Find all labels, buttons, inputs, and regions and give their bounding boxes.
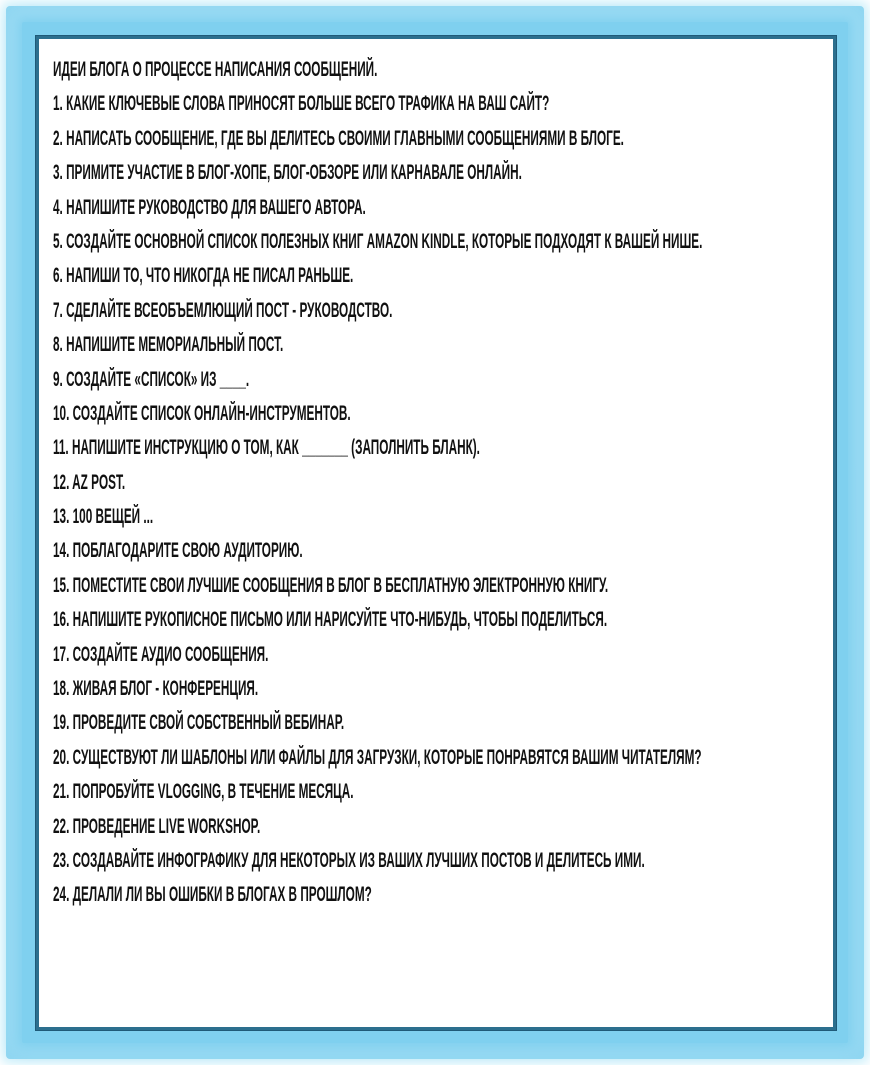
list-item-18: 18. ЖИВАЯ БЛОГ - КОНФЕРЕНЦИЯ.	[53, 677, 259, 701]
list-item-8: 8. НАПИШИТЕ МЕМОРИАЛЬНЫЙ ПОСТ.	[53, 333, 284, 357]
list-item-17: 17. СОЗДАЙТЕ АУДИО СООБЩЕНИЯ.	[53, 642, 269, 666]
list-item-21: 21. ПОПРОБУЙТЕ VLOGGING, В ТЕЧЕНИЕ МЕСЯЦА.	[53, 780, 354, 804]
list-item-12: 12. AZ POST.	[53, 470, 126, 494]
list-item-20: 20. СУЩЕСТВУЮТ ЛИ ШАБЛОНЫ ИЛИ ФАЙЛЫ ДЛЯ ЗАГРУЗКИ, КОТОРЫЕ ПОНРАВЯТСЯ ВАШИМ ЧИТАТЕЛЯМ?	[53, 745, 702, 769]
list-item-19: 19. ПРОВЕДИТЕ СВОЙ СОБСТВЕННЫЙ ВЕБИНАР.	[53, 711, 345, 735]
list-item-15: 15. ПОМЕСТИТЕ СВОИ ЛУЧШИЕ СООБЩЕНИЯ В БЛОГ В БЕСПЛАТНУЮ ЭЛЕКТРОННУЮ КНИГУ.	[53, 573, 609, 597]
list-item-4: 4. НАПИШИТЕ РУКОВОДСТВО ДЛЯ ВАШЕГО АВТОРА.	[53, 195, 366, 219]
list-item-3: 3. ПРИМИТЕ УЧАСТИЕ В БЛОГ-ХОПЕ, БЛОГ-ОБЗОРЕ ИЛИ КАРНАВАЛЕ ОНЛАЙН.	[53, 161, 522, 185]
list-item-2: 2. НАПИСАТЬ СООБЩЕНИЕ, ГДЕ ВЫ ДЕЛИТЕСЬ СВОИМИ ГЛАВНЫМИ СООБЩЕНИЯМИ В БЛОГЕ.	[53, 126, 624, 150]
list-item-23: 23. СОЗДАВАЙТЕ ИНФОГРАФИКУ ДЛЯ НЕКОТОРЫХ ИЗ ВАШИХ ЛУЧШИХ ПОСТОВ И ДЕЛИТЕСЬ ИМИ.	[53, 848, 645, 872]
list-item-14: 14. ПОБЛАГОДАРИТЕ СВОЮ АУДИТОРИЮ.	[53, 539, 303, 563]
document-card	[36, 36, 836, 1030]
list-item-9: 9. СОЗДАЙТЕ «СПИСОК» ИЗ ____.	[53, 367, 250, 391]
list-item-22: 22. ПРОВЕДЕНИЕ LIVE WORKSHOP.	[53, 814, 261, 838]
list-item-10: 10. СОЗДАЙТЕ СПИСОК ОНЛАЙН-ИНСТРУМЕНТОВ.	[53, 401, 351, 425]
list-item-7: 7. СДЕЛАЙТЕ ВСЕОБЪЕМЛЮЩИЙ ПОСТ - РУКОВОДСТВО.	[53, 298, 393, 322]
list-item-16: 16. НАПИШИТЕ РУКОПИСНОЕ ПИСЬМО ИЛИ НАРИСУЙТЕ ЧТО-НИБУДЬ, ЧТОБЫ ПОДЕЛИТЬСЯ.	[53, 608, 608, 632]
list-item-11: 11. НАПИШИТЕ ИНСТРУКЦИЮ О ТОМ, КАК _______ (ЗАПОЛНИТЬ БЛАНК).	[53, 436, 480, 460]
list-item-13: 13. 100 ВЕЩЕЙ ...	[53, 505, 154, 529]
list-item-1: 1. КАКИЕ КЛЮЧЕВЫЕ СЛОВА ПРИНОСЯТ БОЛЬШЕ ВСЕГО ТРАФИКА НА ВАШ САЙТ?	[53, 92, 550, 116]
list-item-6: 6. НАПИШИ ТО, ЧТО НИКОГДА НЕ ПИСАЛ РАНЬШЕ.	[53, 264, 354, 288]
document-title: ИДЕИ БЛОГА О ПРОЦЕССЕ НАПИСАНИЯ СООБЩЕНИЙ.	[53, 58, 378, 81]
list-item-5: 5. СОЗДАЙТЕ ОСНОВНОЙ СПИСОК ПОЛЕЗНЫХ КНИГ AMAZON KINDLE, КОТОРЫЕ ПОДХОДЯТ К ВАШЕЙ НИШЕ.	[53, 229, 703, 253]
list-item-24: 24. ДЕЛАЛИ ЛИ ВЫ ОШИБКИ В БЛОГАХ В ПРОШЛОМ?	[53, 883, 372, 907]
